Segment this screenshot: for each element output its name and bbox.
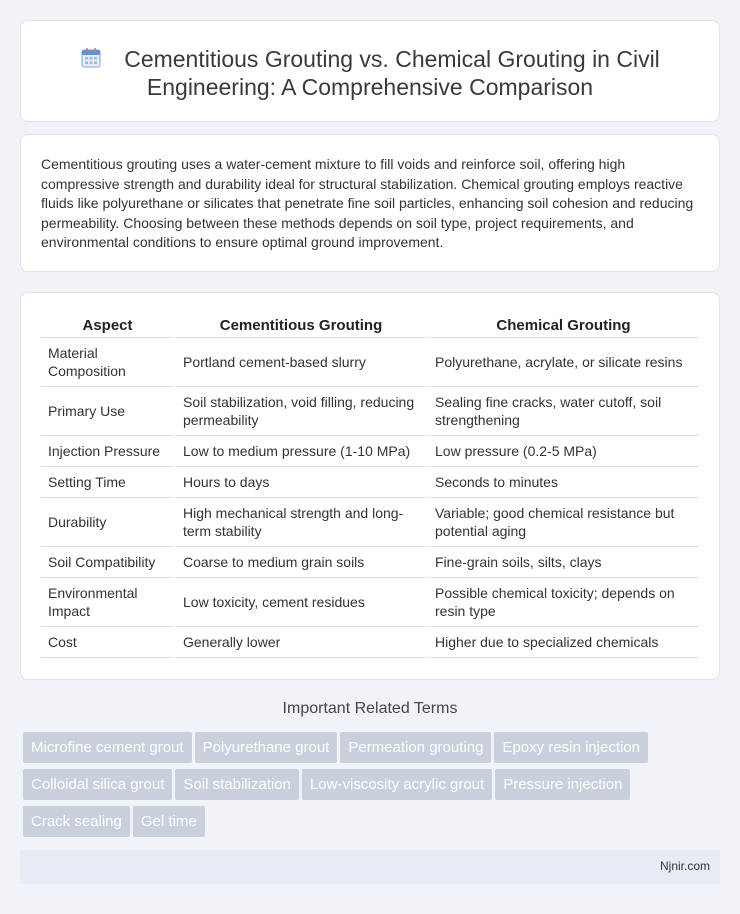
related-term-tag[interactable]: Soil stabilization	[175, 769, 299, 800]
related-term-tag[interactable]: Epoxy resin injection	[494, 732, 648, 763]
related-term-tag[interactable]: Permeation grouting	[340, 732, 491, 763]
table-row	[41, 386, 699, 435]
table-cell: Low toxicity, cement residues	[175, 577, 427, 626]
header-chemical: Chemical Grouting	[427, 317, 699, 337]
related-terms-list	[23, 732, 713, 843]
intro-paragraph: Cementitious grouting uses a water-cement mixture to fill voids and reinforce soil, offering high compressive strength and durability ideal for structural stabilization. Chemical grouting employs reactive fluids like polyurethane or silicates that penetrate fine soil particles, enhancing soil cohesion and reducing permeability. Choosing between these methods depends on soil type, project requirements, and environmental conditions to ensure optimal ground improvement.	[41, 156, 694, 250]
table-cell: Seconds to minutes	[427, 466, 699, 497]
related-term-tag[interactable]: Colloidal silica grout	[23, 769, 172, 800]
related-term-tag[interactable]: Low-viscosity acrylic grout	[302, 769, 492, 800]
table-cell: Generally lower	[175, 626, 427, 657]
table-cell: Hours to days	[175, 466, 427, 497]
table-cell: Sealing fine cracks, water cutoff, soil strengthening	[427, 386, 699, 435]
table-cell: Fine-grain soils, silts, clays	[427, 546, 699, 577]
table-row	[41, 626, 699, 657]
related-term-tag[interactable]: Polyurethane grout	[195, 732, 338, 763]
intro-card	[20, 134, 720, 272]
table-cell: Coarse to medium grain soils	[175, 546, 427, 577]
table-cell: Variable; good chemical resistance but potential aging	[427, 497, 699, 546]
table-cell: Low to medium pressure (1-10 MPa)	[175, 435, 427, 466]
table-cell: Material Composition	[41, 337, 175, 386]
table-cell: Soil Compatibility	[41, 546, 175, 577]
table-cell: Portland cement-based slurry	[175, 337, 427, 386]
table-cell: Low pressure (0.2-5 MPa)	[427, 435, 699, 466]
table-row	[41, 435, 699, 466]
table-cell: Injection Pressure	[41, 435, 175, 466]
table-header-row	[41, 317, 699, 337]
table-row	[41, 497, 699, 546]
related-terms-title: Important Related Terms	[282, 700, 458, 717]
comparison-table	[41, 317, 699, 658]
table-cell: Higher due to specialized chemicals	[427, 626, 699, 657]
title-card	[20, 20, 720, 122]
table-cell: High mechanical strength and long-term stability	[175, 497, 427, 546]
table-cell: Setting Time	[41, 466, 175, 497]
table-row	[41, 577, 699, 626]
header-aspect: Aspect	[41, 317, 175, 337]
table-cell: Cost	[41, 626, 175, 657]
comparison-table-card	[20, 292, 720, 680]
table-cell: Soil stabilization, void filling, reducing permeability	[175, 386, 427, 435]
table-row	[41, 546, 699, 577]
header-cementitious: Cementitious Grouting	[175, 317, 427, 337]
footer-bar	[20, 850, 720, 884]
table-row	[41, 337, 699, 386]
page-title: Cementitious Grouting vs. Chemical Grouting in Civil Engineering: A Comprehensive Comparison	[124, 46, 660, 100]
related-term-tag[interactable]: Microfine cement grout	[23, 732, 192, 763]
related-term-tag[interactable]: Gel time	[133, 806, 205, 837]
table-cell: Durability	[41, 497, 175, 546]
related-term-tag[interactable]: Pressure injection	[495, 769, 630, 800]
calendar-icon	[80, 47, 102, 69]
table-cell: Environmental Impact	[41, 577, 175, 626]
table-row	[41, 466, 699, 497]
footer-site-link[interactable]: Njnir.com	[659, 859, 710, 873]
related-term-tag[interactable]: Crack sealing	[23, 806, 130, 837]
table-cell: Primary Use	[41, 386, 175, 435]
table-cell: Polyurethane, acrylate, or silicate resins	[427, 337, 699, 386]
page-title-wrap	[21, 45, 719, 101]
table-cell: Possible chemical toxicity; depends on resin type	[427, 577, 699, 626]
